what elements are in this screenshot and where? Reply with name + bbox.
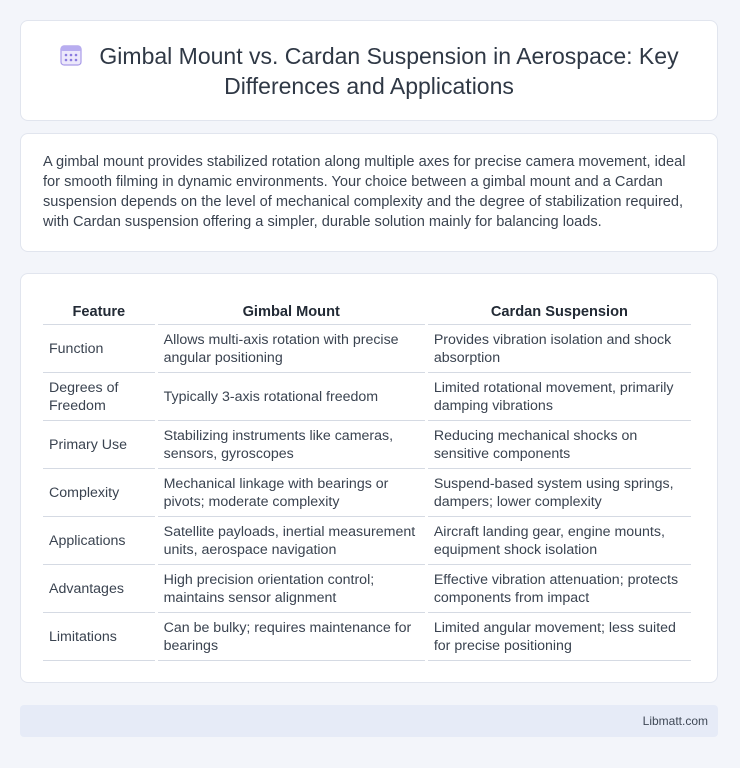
header-feature: Feature (43, 292, 155, 325)
calendar-icon (59, 43, 83, 67)
page-title: Gimbal Mount vs. Cardan Suspension in Aerospace: Key Differences and Applications (99, 42, 679, 99)
title-card (20, 20, 718, 121)
row-feature: Complexity (43, 469, 155, 517)
row-gimbal: Typically 3-axis rotational freedom (158, 373, 425, 421)
row-cardan: Reducing mechanical shocks on sensitive components (428, 421, 691, 469)
row-gimbal: Mechanical linkage with bearings or pivots; moderate complexity (158, 469, 425, 517)
row-cardan: Provides vibration isolation and shock absorption (428, 325, 691, 373)
intro-card (20, 133, 718, 252)
row-gimbal: Stabilizing instruments like cameras, sensors, gyroscopes (158, 421, 425, 469)
row-gimbal: Satellite payloads, inertial measurement units, aerospace navigation (158, 517, 425, 565)
table-row (43, 469, 691, 517)
row-gimbal: Allows multi-axis rotation with precise angular positioning (158, 325, 425, 373)
row-feature: Advantages (43, 565, 155, 613)
header-cardan-suspension: Cardan Suspension (428, 292, 691, 325)
table-row (43, 325, 691, 373)
row-feature: Applications (43, 517, 155, 565)
table-row (43, 517, 691, 565)
row-cardan: Suspend-based system using springs, dampers; lower complexity (428, 469, 691, 517)
table-header-row (43, 292, 691, 325)
comparison-card (20, 273, 718, 683)
row-feature: Primary Use (43, 421, 155, 469)
row-cardan: Aircraft landing gear, engine mounts, equipment shock isolation (428, 517, 691, 565)
row-cardan: Effective vibration attenuation; protects components from impact (428, 565, 691, 613)
page-title-block (45, 41, 693, 101)
footer-bar (20, 705, 718, 737)
row-feature: Limitations (43, 613, 155, 661)
intro-paragraph: A gimbal mount provides stabilized rotation along multiple axes for precise camera movement, ideal for smooth filming in dynamic environments. Your choice between a gimbal mount and a Cardan suspension depends on the level of mechanical complexity and the degree of stabilization required, with Cardan suspension offering a simpler, durable solution mainly for balancing loads. (43, 154, 686, 230)
row-feature: Degrees of Freedom (43, 373, 155, 421)
table-row (43, 613, 691, 661)
row-gimbal: Can be bulky; requires maintenance for bearings (158, 613, 425, 661)
footer-brand-link[interactable]: Libmatt.com (642, 714, 708, 728)
row-gimbal: High precision orientation control; maintains sensor alignment (158, 565, 425, 613)
comparison-table (40, 292, 694, 661)
table-row (43, 565, 691, 613)
header-gimbal-mount: Gimbal Mount (158, 292, 425, 325)
row-cardan: Limited rotational movement, primarily damping vibrations (428, 373, 691, 421)
table-row (43, 421, 691, 469)
table-row (43, 373, 691, 421)
row-feature: Function (43, 325, 155, 373)
row-cardan: Limited angular movement; less suited for precise positioning (428, 613, 691, 661)
